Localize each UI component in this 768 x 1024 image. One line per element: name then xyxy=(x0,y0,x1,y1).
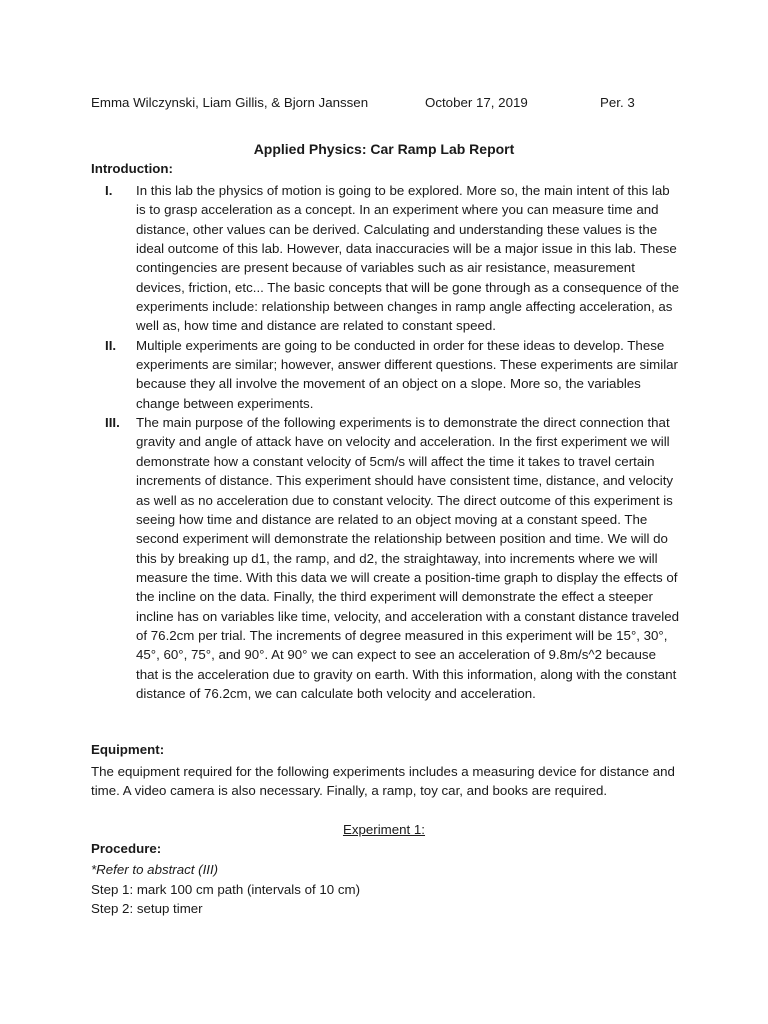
header-line xyxy=(91,95,691,113)
equipment-text: The equipment required for the following experiments includes a measuring device for distance and time. A video camera is also necessary. Finally, a ramp, toy car, and books are required. xyxy=(91,764,675,798)
list-number: II. xyxy=(105,337,117,353)
equipment-heading: Equipment: xyxy=(91,742,165,757)
report-title: Applied Physics: Car Ramp Lab Report xyxy=(253,141,515,157)
list-text: The main purpose of the following experiments is to demonstrate the direct connection that gravity and angle of attack have on velocity and acceleration. In the first experiment we will demonstrate how a constant velocity of 5cm/s will affect the time it takes to travel certain increments of distance. This experiment should have consistent time, distance, and velocity as well as no acceleration due to constant velocity. The direct outcome of this experiment is seeing how time and distance are related to an object moving at a constant speed. The second experiment will demonstrate the relationship between position and time. We will do this by breaking up d1, the ramp, and d2, the straightaway, into increments where we will measure the time. With this data we will create a position-time graph to display the effects of the incline on the data. Finally, the third experiment will demonstrate the effect a steeper incline has on variables like time, velocity, and acceleration with a constant distance traveled of 76.2cm per trial. The increments of degree measured in this experiment will be 15°, 30°, 45°, 60°, 75°, and 90°. At 90° we can expect to see an acceleration of 9.8m/s^2 because that is the acceleration due to gravity on earth. With this information, along with the constant distance of 76.2cm, we can calculate both velocity and acceleration. xyxy=(136,415,679,701)
experiment-1-title: Experiment 1: xyxy=(342,822,426,837)
procedure-step: Step 1: mark 100 cm path (intervals of 10 cm) xyxy=(91,881,361,897)
introduction-heading: Introduction: xyxy=(91,161,173,176)
list-number: I. xyxy=(105,183,113,198)
list-text: In this lab the physics of motion is going to be explored. More so, the main intent of this lab is to grasp acceleration as a concept. In an experiment where you can measure time and distance, other values can be derived. Calculating and understanding these values is the ideal outcome of this lab. However, data inaccuracies will be a major issue in this lab. These contingencies are present because of variables such as air resistance, measurement devices, friction, etc... The basic concepts that will be gone through as a consequence of the experiments include: relationship between changes in ramp angle affecting acceleration, as well as, how time and distance are related to constant speed. xyxy=(136,183,680,334)
list-item xyxy=(91,181,681,336)
list-item xyxy=(91,336,681,413)
procedure-step: Step 2: setup timer xyxy=(91,901,203,916)
list-number: III. xyxy=(105,415,120,431)
list-item xyxy=(91,413,681,703)
procedure-heading: Procedure: xyxy=(91,841,162,856)
introduction-list xyxy=(91,181,681,703)
report-date: October 17, 2019 xyxy=(425,95,528,110)
class-period: Per. 3 xyxy=(600,95,635,110)
procedure-note: *Refer to abstract (III) xyxy=(91,862,219,877)
authors: Emma Wilczynski, Liam Gillis, & Bjorn Janssen xyxy=(91,95,369,110)
list-text: Multiple experiments are going to be conducted in order for these ideas to develop. These experiments are similar; however, answer different questions. These experiments are similar because they all involve the movement of an object on a slope. More so, the variables change between experiments. xyxy=(136,337,678,411)
procedure-lines xyxy=(91,860,681,919)
